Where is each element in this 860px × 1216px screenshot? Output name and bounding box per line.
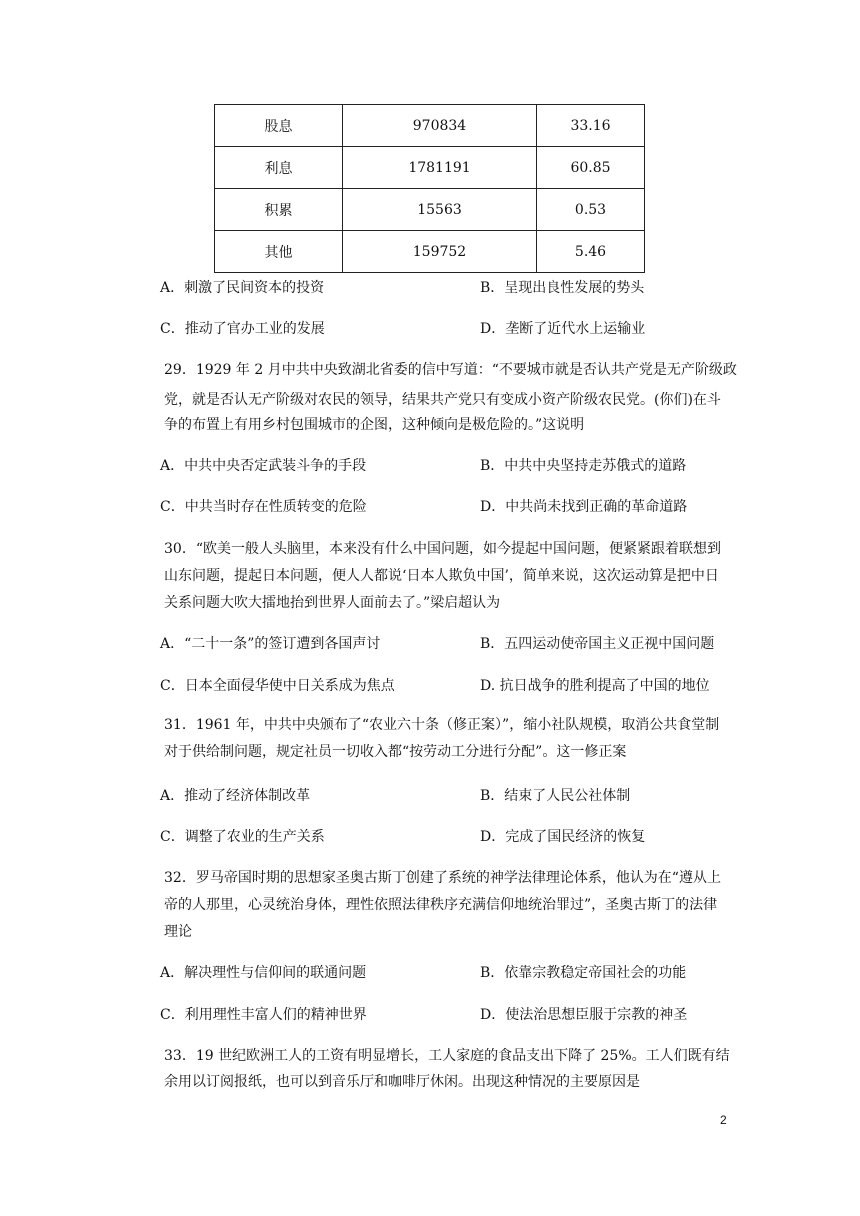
q32-stem-line: 帝的人那里，心灵统治身体，理性依照法律秩序充满信仰地统治罪过”，圣奥古斯丁的法律 — [164, 897, 718, 913]
table-row — [215, 231, 645, 273]
table-row — [215, 147, 645, 189]
q29-stem-line: 党，就是否认无产阶级对农民的领导，结果共产党只有变成小资产阶级农民党。(你们)在斗 — [164, 392, 721, 408]
q32-option-b: B．依靠宗教稳定帝国社会的功能 — [480, 965, 687, 981]
table-cell: 159752 — [343, 231, 537, 273]
q32-option-c: C．利用理性丰富人们的精神世界 — [160, 1007, 367, 1023]
table-row — [215, 189, 645, 231]
page-number: 2 — [720, 1113, 727, 1127]
q33-stem-line: 33．19 世纪欧洲工人的工资有明显增长，工人家庭的食品支出下降了 25%。工人们既有结 — [164, 1048, 730, 1064]
q29-stem-line: 争的布置上有用乡村包围城市的企图，这种倾向是极危险的。”这说明 — [164, 417, 585, 433]
q30-stem-line: 关系问题大吹大擂地抬到世界人面前去了。”梁启超认为 — [164, 595, 501, 611]
q32-option-d: D．使法治思想臣服于宗教的神圣 — [480, 1007, 688, 1023]
table-row — [215, 105, 645, 147]
q32-stem-line: 32．罗马帝国时期的思想家圣奥古斯丁创建了系统的神学法律理论体系，他认为在“遵从上 — [164, 870, 721, 886]
table-cell: 1781191 — [343, 147, 537, 189]
q30-option-a: A．“二十一条”的签订遭到各国声讨 — [160, 636, 381, 652]
q32-option-a: A．解决理性与信仰间的联通问题 — [160, 965, 367, 981]
table-cell: 积累 — [215, 189, 343, 231]
q28-option-a: A．刺激了民间资本的投资 — [160, 280, 325, 296]
table-cell: 0.53 — [537, 189, 645, 231]
q28-option-d: D．垄断了近代水上运输业 — [480, 321, 646, 337]
q30-stem-line: 30．“欧美一般人头脑里，本来没有什么中国问题，如今提起中国问题，便紧紧跟着联想到 — [164, 541, 721, 557]
q29-option-a: A．中共中央否定武装斗争的手段 — [160, 458, 367, 474]
q29-option-d: D．中共尚未找到正确的革命道路 — [480, 499, 688, 515]
table-cell: 60.85 — [537, 147, 645, 189]
table-cell: 970834 — [343, 105, 537, 147]
q31-option-d: D．完成了国民经济的恢复 — [480, 829, 646, 845]
q30-option-b: B．五四运动使帝国主义正视中国问题 — [480, 636, 715, 652]
q29-stem-line: 29．1929 年 2 月中共中央致湖北省委的信中写道：“不要城市就是否认共产党是无产阶级政 — [164, 362, 737, 378]
q30-stem-line: 山东问题，提起日本问题，便人人都说‘日本人欺负中国’，简单来说，这次运动算是把中日 — [164, 568, 719, 584]
table-cell: 33.16 — [537, 105, 645, 147]
q31-option-a: A．推动了经济体制改革 — [160, 788, 311, 804]
q30-option-d: D. 抗日战争的胜利提高了中国的地位 — [480, 678, 710, 694]
q32-stem-line: 理论 — [164, 924, 192, 940]
q28-option-b: B．呈现出良性发展的势头 — [480, 280, 645, 296]
q31-stem-line: 对于供给制问题，规定社员一切收入都“按劳动工分进行分配”。这一修正案 — [164, 744, 627, 760]
data-table — [214, 104, 645, 273]
q31-option-c: C．调整了农业的生产关系 — [160, 829, 325, 845]
q29-option-b: B．中共中央坚持走苏俄式的道路 — [480, 458, 687, 474]
table-cell: 其他 — [215, 231, 343, 273]
q29-option-c: C．中共当时存在性质转变的危险 — [160, 499, 367, 515]
q28-option-c: C．推动了官办工业的发展 — [160, 321, 325, 337]
table-cell: 利息 — [215, 147, 343, 189]
q30-option-c: C．日本全面侵华使中日关系成为焦点 — [160, 678, 395, 694]
q33-stem-line: 余用以订阅报纸，也可以到音乐厅和咖啡厅休闲。出现这种情况的主要原因是 — [164, 1074, 640, 1090]
table-cell: 5.46 — [537, 231, 645, 273]
table-cell: 15563 — [343, 189, 537, 231]
q31-option-b: B．结束了人民公社体制 — [480, 788, 631, 804]
q31-stem-line: 31．1961 年，中共中央颁布了“农业六十条（修正案）”，缩小社队规模，取消公共食堂制 — [164, 717, 720, 733]
table-cell: 股息 — [215, 105, 343, 147]
